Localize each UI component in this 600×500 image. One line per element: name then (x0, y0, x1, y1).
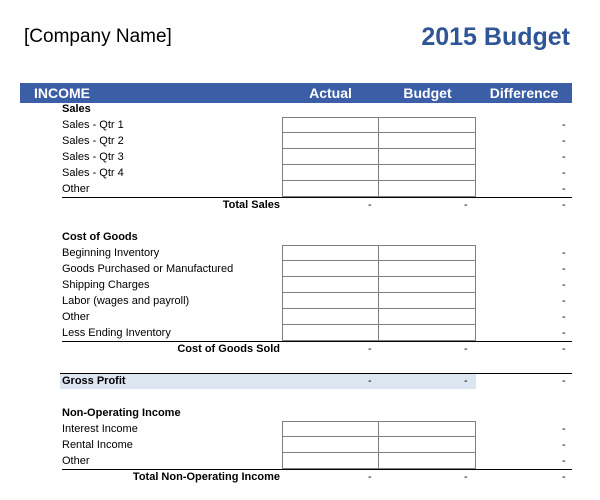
sales-row (20, 165, 572, 181)
budget-input-cell[interactable] (378, 293, 476, 309)
difference-value: - (562, 455, 566, 467)
actual-input-cell[interactable] (282, 421, 379, 437)
sales-item-label: Sales - Qtr 2 (62, 135, 124, 147)
difference-value: - (562, 439, 566, 451)
total-line (62, 341, 572, 342)
difference-value: - (562, 119, 566, 131)
total-difference-value: - (562, 471, 566, 483)
difference-value: - (562, 183, 566, 195)
difference-value: - (562, 263, 566, 275)
sales-item-label: Sales - Qtr 4 (62, 167, 124, 179)
total-budget-value: - (464, 471, 468, 483)
actual-input-cell[interactable] (282, 437, 379, 453)
actual-input-cell[interactable] (282, 181, 379, 197)
non-operating-section-row (20, 405, 572, 421)
difference-column-header: Difference (489, 85, 559, 101)
actual-input-cell[interactable] (282, 277, 379, 293)
budget-input-cell[interactable] (378, 309, 476, 325)
budget-input-cell[interactable] (378, 181, 476, 197)
cogs-row (20, 261, 572, 277)
total-actual-value: - (368, 471, 372, 483)
total-non-operating-label: Total Non-Operating Income (132, 471, 280, 483)
sales-section-title: Sales (62, 103, 91, 115)
sales-row (20, 181, 572, 197)
difference-value: - (562, 327, 566, 339)
non-operating-row (20, 453, 572, 469)
sales-item-label: Sales - Qtr 3 (62, 151, 124, 163)
actual-input-cell[interactable] (282, 149, 379, 165)
total-line (60, 373, 572, 374)
gross-profit-difference: - (562, 375, 566, 387)
cogs-row (20, 325, 572, 341)
difference-value: - (562, 295, 566, 307)
company-name[interactable]: [Company Name] (24, 26, 172, 47)
income-header: INCOME (34, 85, 90, 101)
difference-value: - (562, 151, 566, 163)
total-sales-row (20, 197, 572, 213)
budget-input-cell[interactable] (378, 261, 476, 277)
gross-profit-budget: - (464, 375, 468, 387)
total-line (62, 469, 572, 470)
total-budget-value: - (464, 343, 468, 355)
budget-input-cell[interactable] (378, 133, 476, 149)
budget-input-cell[interactable] (378, 277, 476, 293)
actual-input-cell[interactable] (282, 453, 379, 469)
actual-input-cell[interactable] (282, 245, 379, 261)
budget-input-cell[interactable] (378, 325, 476, 341)
cogs-item-label: Labor (wages and payroll) (62, 295, 190, 307)
gross-profit-label: Gross Profit (62, 375, 126, 387)
cogs-item-label: Other (62, 311, 90, 323)
total-difference-value: - (562, 343, 566, 355)
actual-input-cell[interactable] (282, 133, 379, 149)
actual-input-cell[interactable] (282, 293, 379, 309)
difference-value: - (562, 279, 566, 291)
budget-column-header: Budget (403, 85, 452, 101)
actual-column-header: Actual (309, 85, 352, 101)
difference-value: - (562, 135, 566, 147)
cogs-section-row (20, 229, 572, 245)
cogs-sold-label: Cost of Goods Sold (177, 343, 280, 355)
total-cogs-row (20, 341, 572, 357)
difference-value: - (562, 423, 566, 435)
non-operating-row (20, 437, 572, 453)
cogs-item-label: Shipping Charges (62, 279, 150, 291)
sales-row (20, 117, 572, 133)
budget-input-cell[interactable] (378, 245, 476, 261)
cogs-section-title: Cost of Goods (62, 231, 138, 243)
difference-value: - (562, 311, 566, 323)
non-operating-item-label: Rental Income (62, 439, 133, 451)
total-budget-value: - (464, 199, 468, 211)
total-difference-value: - (562, 199, 566, 211)
difference-value: - (562, 167, 566, 179)
cogs-row (20, 293, 572, 309)
total-actual-value: - (368, 343, 372, 355)
non-operating-item-label: Other (62, 455, 90, 467)
budget-title: 2015 Budget (421, 23, 570, 51)
sales-section-row (20, 101, 572, 117)
total-non-operating-row (20, 469, 572, 485)
sales-item-label: Other (62, 183, 90, 195)
actual-input-cell[interactable] (282, 117, 379, 133)
actual-input-cell[interactable] (282, 325, 379, 341)
cogs-item-label: Less Ending Inventory (62, 327, 171, 339)
gross-profit-actual: - (368, 375, 372, 387)
budget-input-cell[interactable] (378, 117, 476, 133)
budget-input-cell[interactable] (378, 453, 476, 469)
total-sales-label: Total Sales (222, 199, 280, 211)
budget-input-cell[interactable] (378, 165, 476, 181)
total-line (62, 197, 572, 198)
sales-row (20, 133, 572, 149)
non-operating-item-label: Interest Income (62, 423, 138, 435)
difference-value: - (562, 247, 566, 259)
income-header-bar (20, 83, 572, 103)
total-actual-value: - (368, 199, 372, 211)
budget-input-cell[interactable] (378, 421, 476, 437)
actual-input-cell[interactable] (282, 261, 379, 277)
budget-input-cell[interactable] (378, 149, 476, 165)
actual-input-cell[interactable] (282, 309, 379, 325)
cogs-item-label: Beginning Inventory (62, 247, 160, 259)
budget-input-cell[interactable] (378, 437, 476, 453)
cogs-item-label: Goods Purchased or Manufactured (62, 263, 234, 275)
sales-row (20, 149, 572, 165)
cogs-row (20, 309, 572, 325)
actual-input-cell[interactable] (282, 165, 379, 181)
non-operating-section-title: Non-Operating Income (62, 407, 181, 419)
cogs-row (20, 277, 572, 293)
gross-profit-row (20, 373, 572, 389)
sales-item-label: Sales - Qtr 1 (62, 119, 124, 131)
cogs-row (20, 245, 572, 261)
non-operating-row (20, 421, 572, 437)
